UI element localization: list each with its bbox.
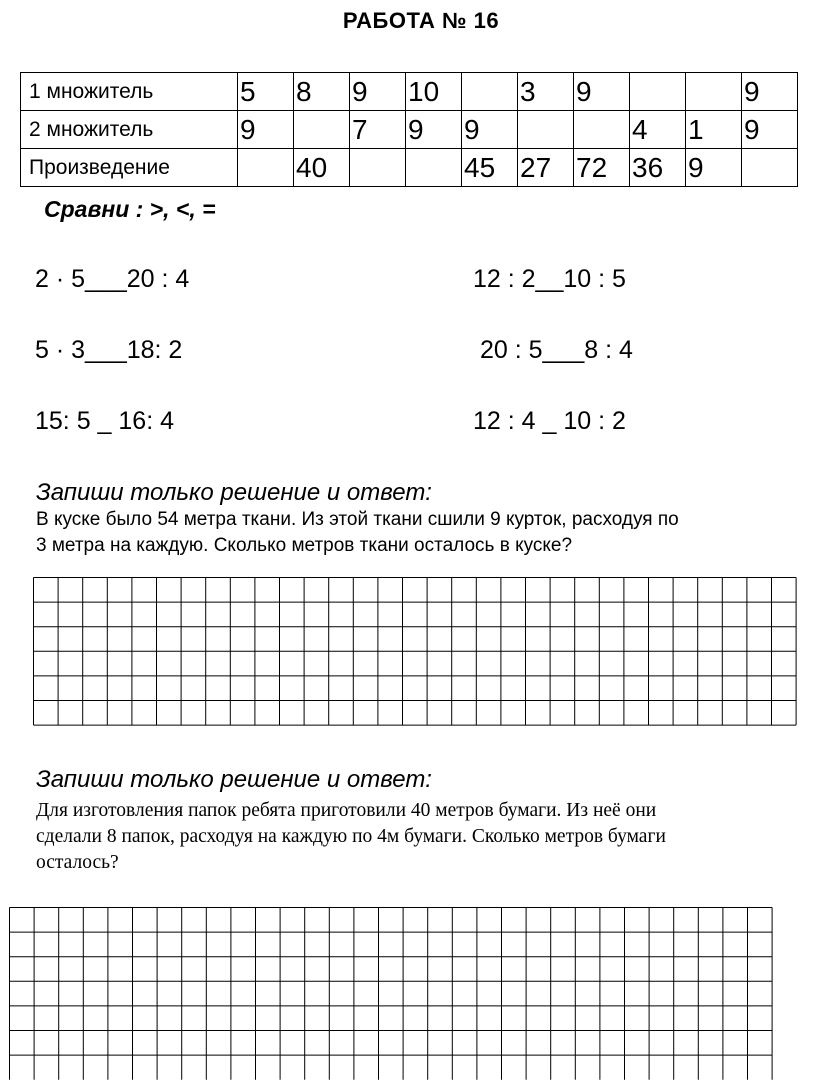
- table-cell: 5: [238, 73, 294, 111]
- compare-expression: 15: 5 _ 16: 4: [35, 407, 175, 435]
- compare-expression: 2 · 5___20 : 4: [35, 265, 190, 293]
- table-cell: 45: [462, 149, 518, 187]
- task2-heading: Запиши только решение и ответ:: [36, 766, 432, 793]
- table-cell: [462, 73, 518, 111]
- table-cell: 1: [686, 111, 742, 149]
- table-cell: [574, 111, 630, 149]
- table-row-factor-2: [21, 111, 798, 149]
- table-cell: 72: [574, 149, 630, 187]
- table-cell: 9: [406, 111, 462, 149]
- table-cell: [518, 111, 574, 149]
- task2-text: [36, 798, 666, 876]
- table-row-product: [21, 149, 798, 187]
- compare-expression: 20 : 5___8 : 4: [480, 336, 633, 364]
- table-cell: [238, 149, 294, 187]
- table-cell: 8: [294, 73, 350, 111]
- multiplication-table: [20, 72, 798, 187]
- table-cell: 9: [574, 73, 630, 111]
- task2-line: Для изготовления папок ребята приготовили 40 метров бумаги. Из неё они: [36, 800, 657, 821]
- table-cell: [630, 73, 686, 111]
- task1-heading: Запиши только решение и ответ:: [36, 479, 432, 506]
- table-cell: 40: [294, 149, 350, 187]
- table-cell: 4: [630, 111, 686, 149]
- task1-line: 3 метра на каждую. Сколько метров ткани осталось в куске?: [36, 535, 573, 556]
- table-cell: [742, 149, 798, 187]
- row-label: 2 множитель: [21, 111, 238, 149]
- compare-heading: Сравни : >, <, =: [44, 196, 216, 222]
- table-row-factor-1: [21, 73, 798, 111]
- task2-line: осталось?: [36, 852, 119, 873]
- table-cell: 9: [462, 111, 518, 149]
- table-cell: 3: [518, 73, 574, 111]
- task1-line: В куске было 54 метра ткани. Из этой ткани сшили 9 курток, расходуя по: [36, 509, 679, 530]
- table-cell: 10: [406, 73, 462, 111]
- table-cell: 9: [742, 111, 798, 149]
- answer-grid-1[interactable]: [33, 577, 803, 729]
- row-label: 1 множитель: [21, 73, 238, 111]
- task1-text: [36, 507, 679, 559]
- table-cell: [406, 149, 462, 187]
- table-cell: 7: [350, 111, 406, 149]
- compare-expression: 5 · 3___18: 2: [35, 336, 183, 364]
- table-cell: [294, 111, 350, 149]
- table-cell: 36: [630, 149, 686, 187]
- compare-expression: 12 : 4 _ 10 : 2: [473, 407, 626, 435]
- task2-line: сделали 8 папок, расходуя на каждую по 4м бумаги. Сколько метров бумаги: [36, 826, 666, 847]
- table-cell: [686, 73, 742, 111]
- page-title: РАБОТА № 16: [342, 8, 500, 33]
- table-cell: 27: [518, 149, 574, 187]
- table-cell: 9: [238, 111, 294, 149]
- row-label: Произведение: [21, 149, 238, 187]
- answer-grid-2[interactable]: [9, 907, 779, 1081]
- table-cell: 9: [686, 149, 742, 187]
- table-cell: 9: [742, 73, 798, 111]
- table-cell: [350, 149, 406, 187]
- compare-expression: 12 : 2__10 : 5: [473, 265, 626, 293]
- table-cell: 9: [350, 73, 406, 111]
